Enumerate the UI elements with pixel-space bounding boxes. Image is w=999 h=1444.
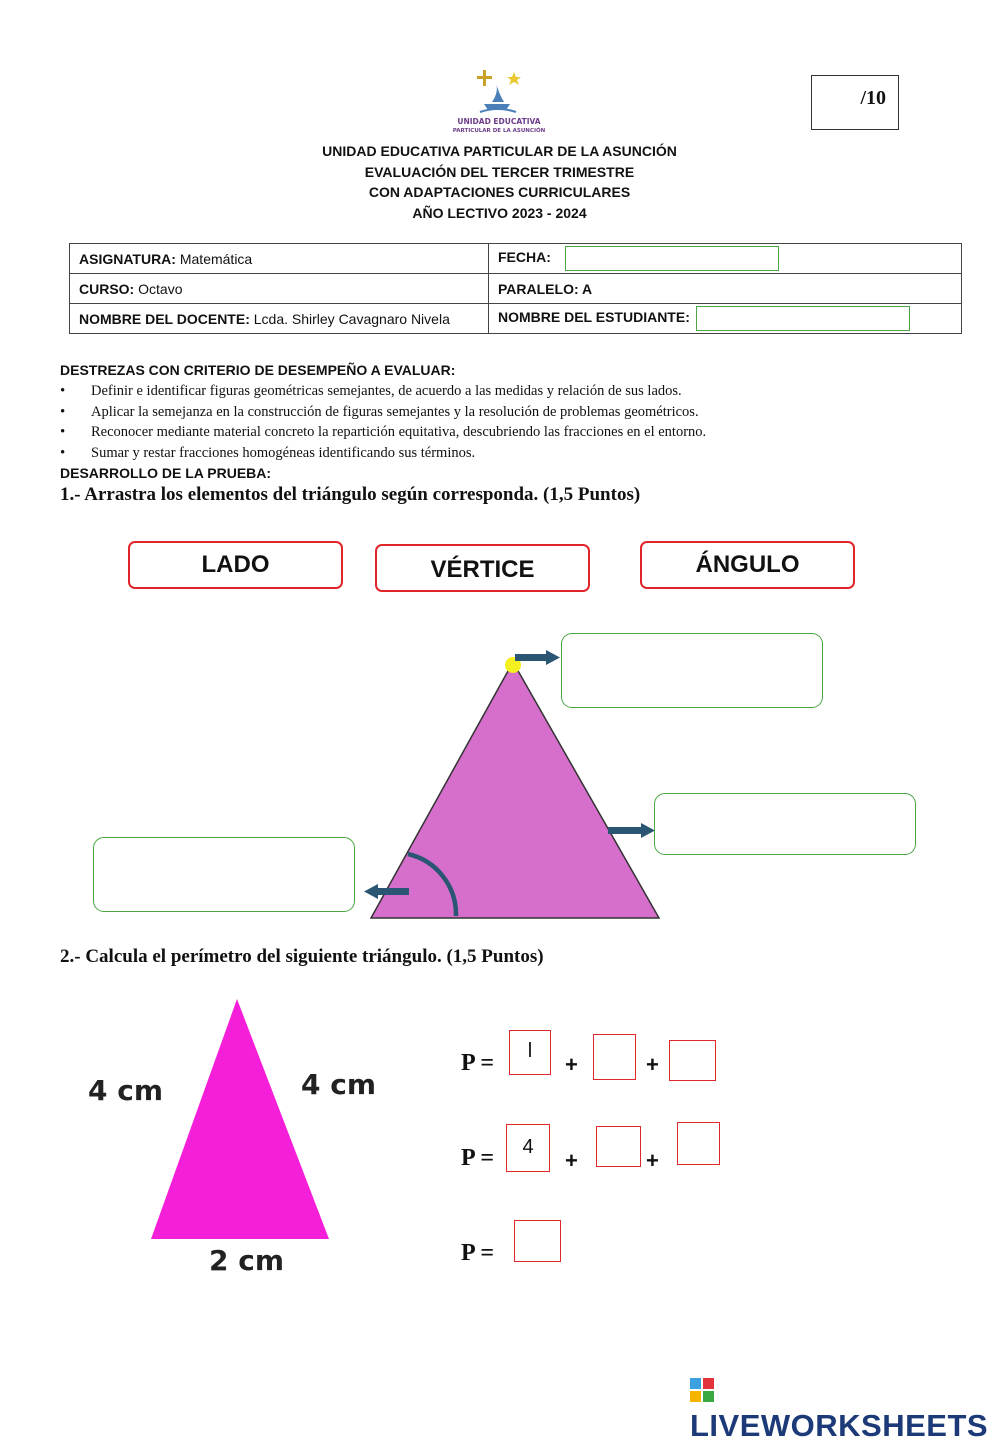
drop-zone-vertice[interactable]	[561, 633, 823, 708]
answer-box-row1-1[interactable]: l	[509, 1030, 551, 1075]
logo-line2: PARTICULAR DE LA ASUNCIÓN	[452, 128, 546, 134]
estudiante-label: NOMBRE DEL ESTUDIANTE:	[498, 309, 690, 326]
side-left-label: 4 cm	[88, 1074, 164, 1107]
answer-box-row2-2[interactable]	[596, 1126, 641, 1167]
arrow-right-icon	[515, 650, 560, 665]
drop-zone-lado[interactable]	[654, 793, 916, 855]
estudiante-cell	[489, 304, 962, 334]
paralelo-label: PARALELO: A	[498, 280, 593, 297]
fecha-input[interactable]	[565, 246, 779, 271]
list-item: • Aplicar la semejanza en la construcción de figuras semejantes y la resolución de problemas geométricos.	[60, 402, 706, 423]
destrezas-title: DESTREZAS CON CRITERIO DE DESEMPEÑO A EVALUAR:	[60, 362, 456, 378]
perimeter-triangle-shape	[151, 999, 329, 1239]
school-logo	[452, 68, 546, 136]
score-text: /10	[860, 87, 886, 109]
info-table	[69, 243, 962, 334]
header-line3: CON ADAPTACIONES CURRICULARES	[368, 184, 631, 200]
desarrollo-title: DESARROLLO DE LA PRUEBA:	[60, 465, 272, 481]
side-right-label: 4 cm	[301, 1068, 377, 1101]
p-label-row2: P =	[461, 1145, 495, 1171]
drag-tag-angulo[interactable]: ÁNGULO	[640, 541, 855, 589]
brand-text: LIVEWORKSHEETS	[690, 1408, 989, 1443]
header-line1: UNIDAD EDUCATIVA PARTICULAR DE LA ASUNCIÓN	[322, 143, 677, 159]
liveworksheets-brand	[690, 1372, 999, 1444]
answer-box-row1-2[interactable]	[593, 1034, 636, 1080]
answer-box-total[interactable]	[514, 1220, 561, 1262]
base-label: 2 cm	[209, 1244, 285, 1277]
plus-sign: +	[646, 1052, 659, 1077]
list-item: • Definir e identificar figuras geométricas semejantes, de acuerdo a las medidas y relación de sus lados.	[60, 381, 706, 402]
fecha-cell	[489, 244, 962, 274]
asignatura-cell	[70, 244, 489, 274]
drop-zone-angulo[interactable]	[93, 837, 355, 912]
plus-sign: +	[565, 1148, 578, 1173]
asignatura-value: Matemática	[179, 250, 253, 267]
plus-sign: +	[565, 1052, 578, 1077]
question-2-title: 2.- Calcula el perímetro del siguiente triángulo. (1,5 Puntos)	[60, 946, 544, 967]
question-1-title: 1.- Arrastra los elementos del triángulo según corresponda. (1,5 Puntos)	[60, 484, 641, 505]
header-line4: AÑO LECTIVO 2023 - 2024	[412, 205, 587, 221]
arrow-right-icon	[608, 823, 655, 838]
answer-box-row2-1[interactable]: 4	[506, 1124, 550, 1172]
p-label-row1: P =	[461, 1050, 495, 1076]
docente-label: NOMBRE DEL DOCENTE:	[79, 310, 250, 327]
docente-cell	[70, 304, 489, 334]
paralelo-cell	[489, 274, 962, 304]
fecha-label: FECHA:	[498, 249, 551, 266]
plus-sign: +	[646, 1148, 659, 1173]
docente-value: Lcda. Shirley Cavagnaro Nivela	[253, 310, 450, 327]
answer-box-row1-3[interactable]	[669, 1040, 716, 1081]
logo-line1: UNIDAD EDUCATIVA	[457, 117, 541, 126]
star-icon	[507, 72, 521, 85]
p-label-row3: P =	[461, 1240, 495, 1266]
curso-label: CURSO:	[79, 280, 135, 297]
drag-tag-vertice[interactable]: VÉRTICE	[375, 544, 590, 592]
list-item: • Sumar y restar fracciones homogéneas identificando sus términos.	[60, 443, 706, 464]
header-line2: EVALUACIÓN DEL TERCER TRIMESTRE	[364, 164, 635, 180]
cross-icon	[477, 70, 492, 86]
curso-value: Octavo	[138, 280, 183, 297]
destrezas-list	[60, 381, 706, 463]
answer-box-row2-3[interactable]	[677, 1122, 720, 1165]
drag-tag-lado[interactable]: LADO	[128, 541, 343, 589]
curso-cell	[70, 274, 489, 304]
asignatura-label: ASIGNATURA:	[79, 250, 176, 267]
score-box	[811, 75, 899, 130]
liveworksheets-logo-icon	[690, 1378, 715, 1403]
ship-icon	[480, 82, 516, 112]
list-item: • Reconocer mediante material concreto la repartición equitativa, descubriendo las fracciones en el entorno.	[60, 422, 706, 443]
estudiante-input[interactable]	[696, 306, 910, 331]
